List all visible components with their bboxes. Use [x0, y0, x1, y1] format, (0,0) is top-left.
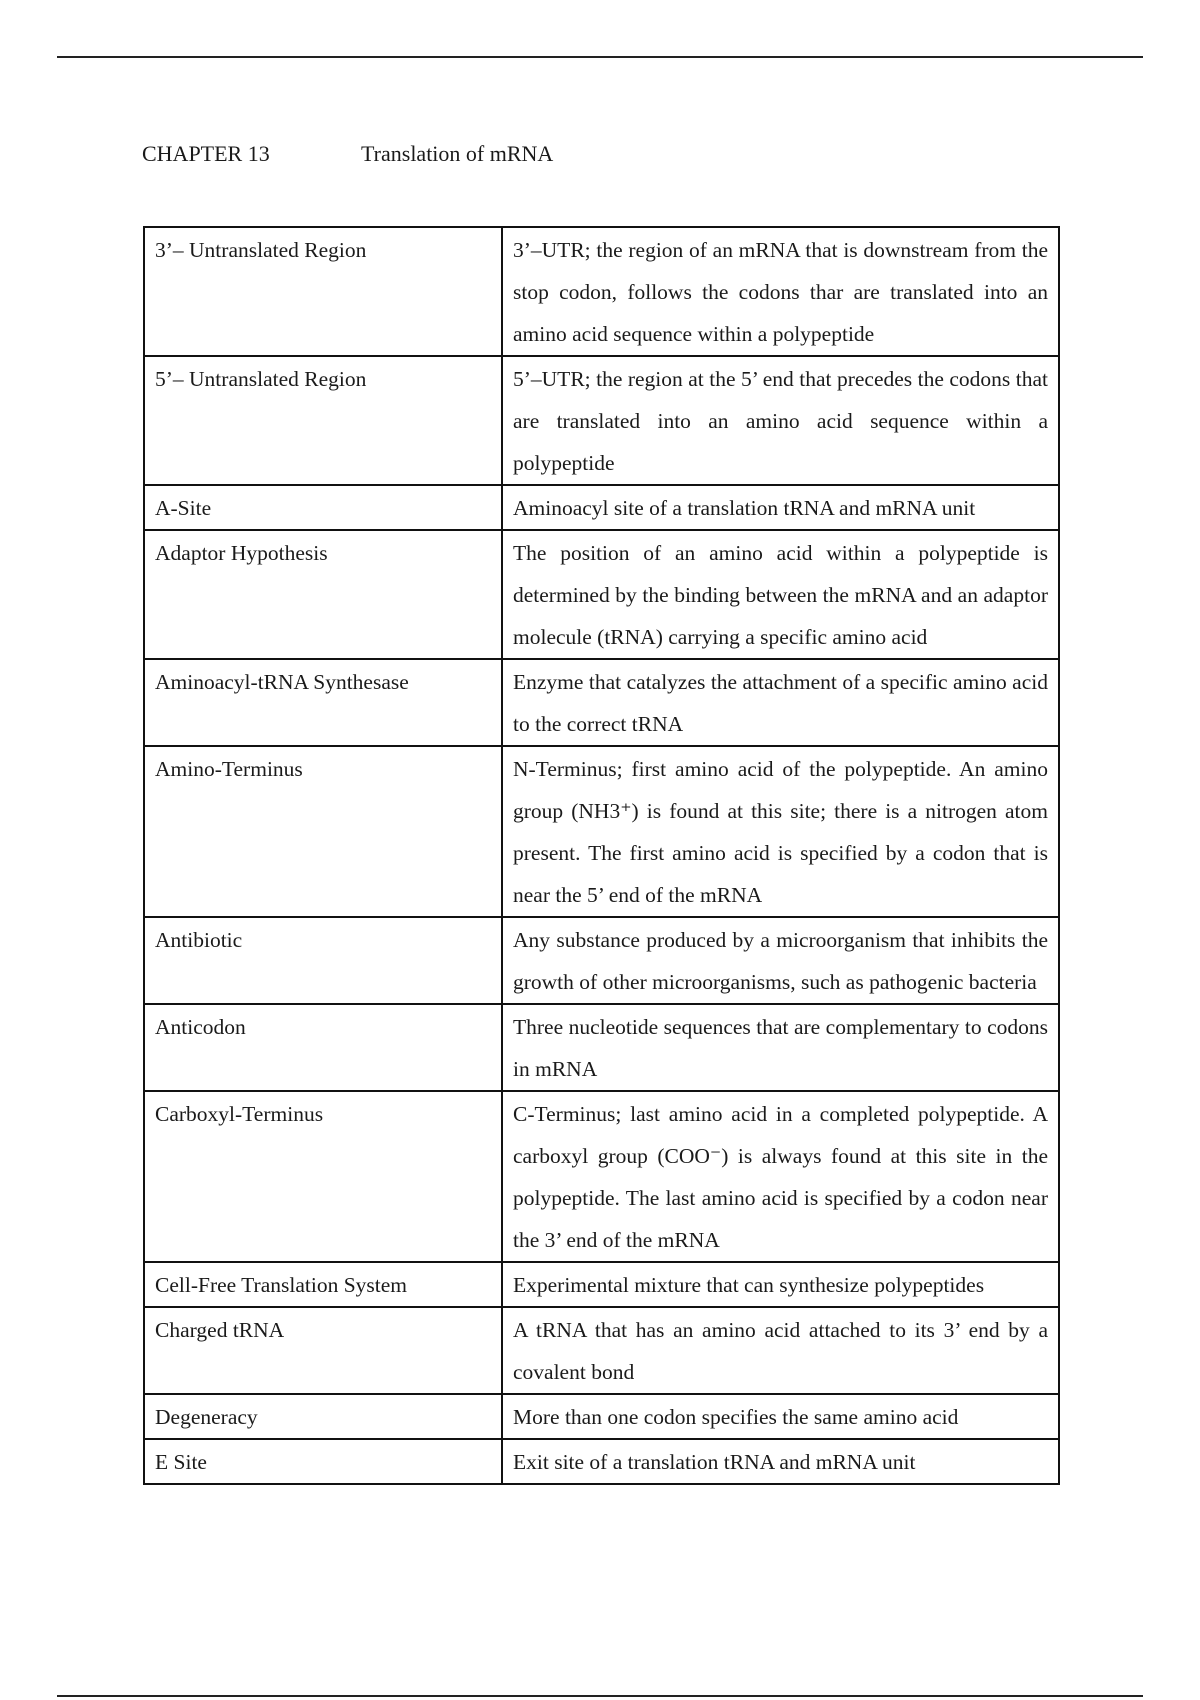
- table-row: [144, 1307, 1059, 1394]
- glossary-definition: Three nucleotide sequences that are complementary to codons in mRNA: [502, 1004, 1059, 1091]
- table-row: [144, 1004, 1059, 1091]
- table-row: [144, 530, 1059, 659]
- table-row: [144, 1262, 1059, 1307]
- glossary-table: [143, 226, 1060, 1485]
- glossary-definition: Exit site of a translation tRNA and mRNA unit: [502, 1439, 1059, 1484]
- table-row: [144, 1439, 1059, 1484]
- glossary-term: Adaptor Hypothesis: [144, 530, 502, 659]
- glossary-term: Aminoacyl-tRNA Synthesase: [144, 659, 502, 746]
- glossary-definition: Experimental mixture that can synthesize polypeptides: [502, 1262, 1059, 1307]
- glossary-term: 5’– Untranslated Region: [144, 356, 502, 485]
- glossary-definition: N-Terminus; first amino acid of the polypeptide. An amino group (NH3⁺) is found at this site; there is a nitrogen atom present. The first amino acid is specified by a codon that is near the 5’ end of the mRNA: [502, 746, 1059, 917]
- glossary-term: Degeneracy: [144, 1394, 502, 1439]
- glossary-term: Antibiotic: [144, 917, 502, 1004]
- glossary-term: Cell-Free Translation System: [144, 1262, 502, 1307]
- glossary-term: Amino-Terminus: [144, 746, 502, 917]
- glossary-definition: Enzyme that catalyzes the attachment of a specific amino acid to the correct tRNA: [502, 659, 1059, 746]
- glossary-definition: Aminoacyl site of a translation tRNA and mRNA unit: [502, 485, 1059, 530]
- table-row: [144, 917, 1059, 1004]
- chapter-label: CHAPTER 13: [142, 141, 270, 166]
- glossary-term: Anticodon: [144, 1004, 502, 1091]
- glossary-definition: Any substance produced by a microorganism that inhibits the growth of other microorganisms, such as pathogenic bacteria: [502, 917, 1059, 1004]
- glossary-definition: 3’–UTR; the region of an mRNA that is downstream from the stop codon, follows the codons thar are translated into an amino acid sequence within a polypeptide: [502, 227, 1059, 356]
- table-row: [144, 356, 1059, 485]
- glossary-term: E Site: [144, 1439, 502, 1484]
- glossary-definition: More than one codon specifies the same amino acid: [502, 1394, 1059, 1439]
- glossary-definition: C-Terminus; last amino acid in a completed polypeptide. A carboxyl group (COO⁻) is always found at this site in the polypeptide. The last amino acid is specified by a codon near the 3’ end of the mRNA: [502, 1091, 1059, 1262]
- glossary-term: Charged tRNA: [144, 1307, 502, 1394]
- table-row: [144, 485, 1059, 530]
- table-row: [144, 1091, 1059, 1262]
- glossary-term: Carboxyl-Terminus: [144, 1091, 502, 1262]
- footer-rule: [57, 1695, 1143, 1697]
- glossary-definition: A tRNA that has an amino acid attached to its 3’ end by a covalent bond: [502, 1307, 1059, 1394]
- table-row: [144, 659, 1059, 746]
- table-row: [144, 746, 1059, 917]
- table-row: [144, 227, 1059, 356]
- glossary-term: A-Site: [144, 485, 502, 530]
- chapter-heading: [142, 141, 553, 167]
- chapter-title: Translation of mRNA: [361, 141, 554, 166]
- table-row: [144, 1394, 1059, 1439]
- glossary-term: 3’– Untranslated Region: [144, 227, 502, 356]
- glossary-definition: The position of an amino acid within a polypeptide is determined by the binding between the mRNA and an adaptor molecule (tRNA) carrying a specific amino acid: [502, 530, 1059, 659]
- glossary-definition: 5’–UTR; the region at the 5’ end that precedes the codons that are translated into an amino acid sequence within a polypeptide: [502, 356, 1059, 485]
- header-rule: [57, 56, 1143, 58]
